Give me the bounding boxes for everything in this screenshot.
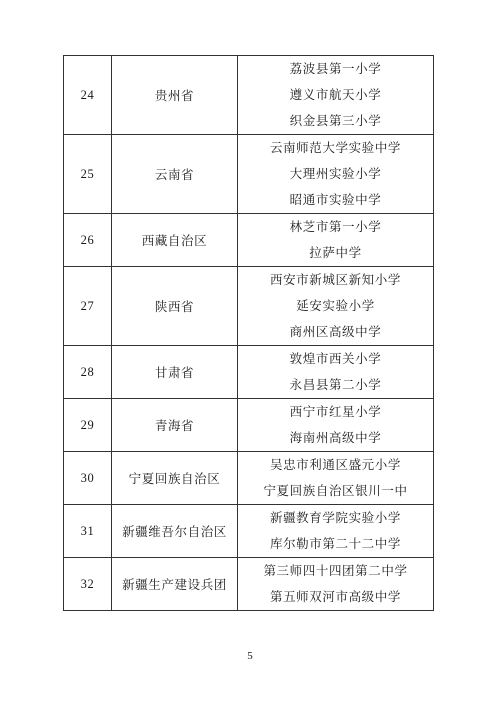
school-name: 宁夏回族自治区银川一中 — [263, 483, 408, 498]
school-list-cell — [238, 558, 434, 611]
table-row — [64, 505, 434, 558]
table-row — [64, 399, 434, 452]
province-name: 西藏自治区 — [112, 214, 238, 267]
school-list-cell — [238, 56, 434, 135]
school-name: 敦煌市西关小学 — [289, 351, 382, 366]
school-name: 永昌县第二小学 — [289, 377, 382, 392]
school-name: 第三师四十四团第二中学 — [263, 563, 408, 578]
school-name: 拉萨中学 — [309, 245, 362, 260]
school-name: 荔波县第一小学 — [289, 61, 382, 76]
school-name: 云南师范大学实验中学 — [269, 140, 401, 155]
school-name: 库尔勒市第二十二中学 — [269, 536, 401, 551]
school-name: 大理州实验小学 — [289, 166, 382, 181]
province-name: 甘肃省 — [112, 346, 238, 399]
school-name: 遵义市航天小学 — [289, 87, 382, 102]
row-number: 31 — [64, 505, 112, 558]
table-row — [64, 346, 434, 399]
province-name: 云南省 — [112, 135, 238, 214]
table-body — [64, 56, 434, 611]
school-name: 西安市新城区新知小学 — [269, 272, 401, 287]
row-number: 27 — [64, 267, 112, 346]
school-name: 昭通市实验中学 — [289, 192, 382, 207]
school-name: 吴忠市利通区盛元小学 — [269, 457, 401, 472]
table-row — [64, 267, 434, 346]
page-number: 5 — [247, 650, 253, 662]
row-number: 24 — [64, 56, 112, 135]
row-number: 25 — [64, 135, 112, 214]
school-name: 西宁市红星小学 — [289, 404, 382, 419]
row-number: 32 — [64, 558, 112, 611]
school-list-cell — [238, 399, 434, 452]
table-row — [64, 56, 434, 135]
row-number: 29 — [64, 399, 112, 452]
school-list-cell — [238, 135, 434, 214]
province-name: 青海省 — [112, 399, 238, 452]
school-name: 海南州高级中学 — [289, 430, 382, 445]
province-name: 宁夏回族自治区 — [112, 452, 238, 505]
province-name: 新疆维吾尔自治区 — [112, 505, 238, 558]
table-row — [64, 558, 434, 611]
row-number: 30 — [64, 452, 112, 505]
province-name: 贵州省 — [112, 56, 238, 135]
row-number: 28 — [64, 346, 112, 399]
table-row — [64, 452, 434, 505]
table-row — [64, 135, 434, 214]
table-row — [64, 214, 434, 267]
school-name: 第五师双河市高级中学 — [269, 589, 401, 604]
province-name: 陕西省 — [112, 267, 238, 346]
school-list-cell — [238, 214, 434, 267]
school-name: 商州区高级中学 — [289, 324, 382, 339]
school-list-cell — [238, 505, 434, 558]
row-number: 26 — [64, 214, 112, 267]
school-list-cell — [238, 452, 434, 505]
school-name: 织金县第三小学 — [289, 113, 382, 128]
province-name: 新疆生产建设兵团 — [112, 558, 238, 611]
school-name: 林芝市第一小学 — [289, 219, 382, 234]
school-list-cell — [238, 267, 434, 346]
school-name: 新疆教育学院实验小学 — [269, 510, 401, 525]
school-list-table — [63, 55, 434, 611]
school-list-cell — [238, 346, 434, 399]
school-name: 延安实验小学 — [296, 298, 375, 313]
